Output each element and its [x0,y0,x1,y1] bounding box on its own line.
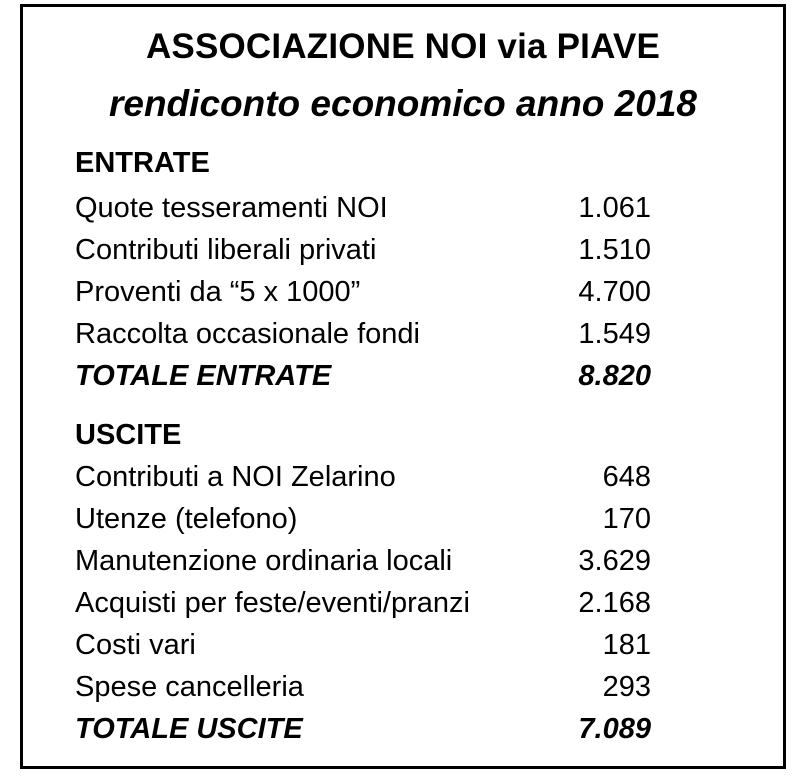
uscite-total-amount: 7.089 [578,713,651,745]
entrate-row-amount: 1.549 [578,318,651,350]
entrate-row [75,276,651,316]
uscite-row-amount: 170 [602,503,651,535]
uscite-total-row [75,713,651,753]
entrate-row [75,192,651,232]
entrate-row-amount: 1.510 [578,234,651,266]
entrate-row-label: Proventi da “5 x 1000” [75,276,361,308]
uscite-row [75,545,651,585]
entrate-heading: ENTRATE [75,147,210,179]
uscite-row [75,461,651,501]
entrate-row [75,234,651,274]
entrate-row-label: Quote tesseramenti NOI [75,192,388,224]
uscite-row-label: Acquisti per feste/eventi/pranzi [75,587,470,619]
uscite-row-label: Utenze (telefono) [75,503,298,535]
report-title: ASSOCIAZIONE NOI via PIAVE [145,27,661,66]
entrate-total-row [75,360,651,400]
entrate-row-amount: 4.700 [578,276,651,308]
uscite-row-amount: 2.168 [578,587,651,619]
uscite-row [75,587,651,627]
entrate-row [75,318,651,358]
entrate-total-amount: 8.820 [578,360,651,392]
uscite-row-amount: 293 [602,671,651,703]
uscite-heading: USCITE [75,419,182,451]
uscite-row-label: Contributi a NOI Zelarino [75,461,396,493]
uscite-row-label: Manutenzione ordinaria locali [75,545,453,577]
uscite-row [75,503,651,543]
uscite-row [75,671,651,711]
entrate-row-label: Contributi liberali privati [75,234,377,266]
uscite-row-amount: 648 [602,461,651,493]
entrate-row-amount: 1.061 [578,192,651,224]
report-subtitle: rendiconto economico anno 2018 [108,83,697,124]
entrate-total-label: TOTALE ENTRATE [75,360,332,392]
uscite-row [75,629,651,669]
report-frame [20,4,786,769]
entrate-row-label: Raccolta occasionale fondi [75,318,420,350]
uscite-total-label: TOTALE USCITE [75,713,303,745]
uscite-row-amount: 3.629 [578,545,651,577]
uscite-row-amount: 181 [602,629,651,661]
uscite-row-label: Costi vari [75,629,196,661]
uscite-row-label: Spese cancelleria [75,671,304,703]
